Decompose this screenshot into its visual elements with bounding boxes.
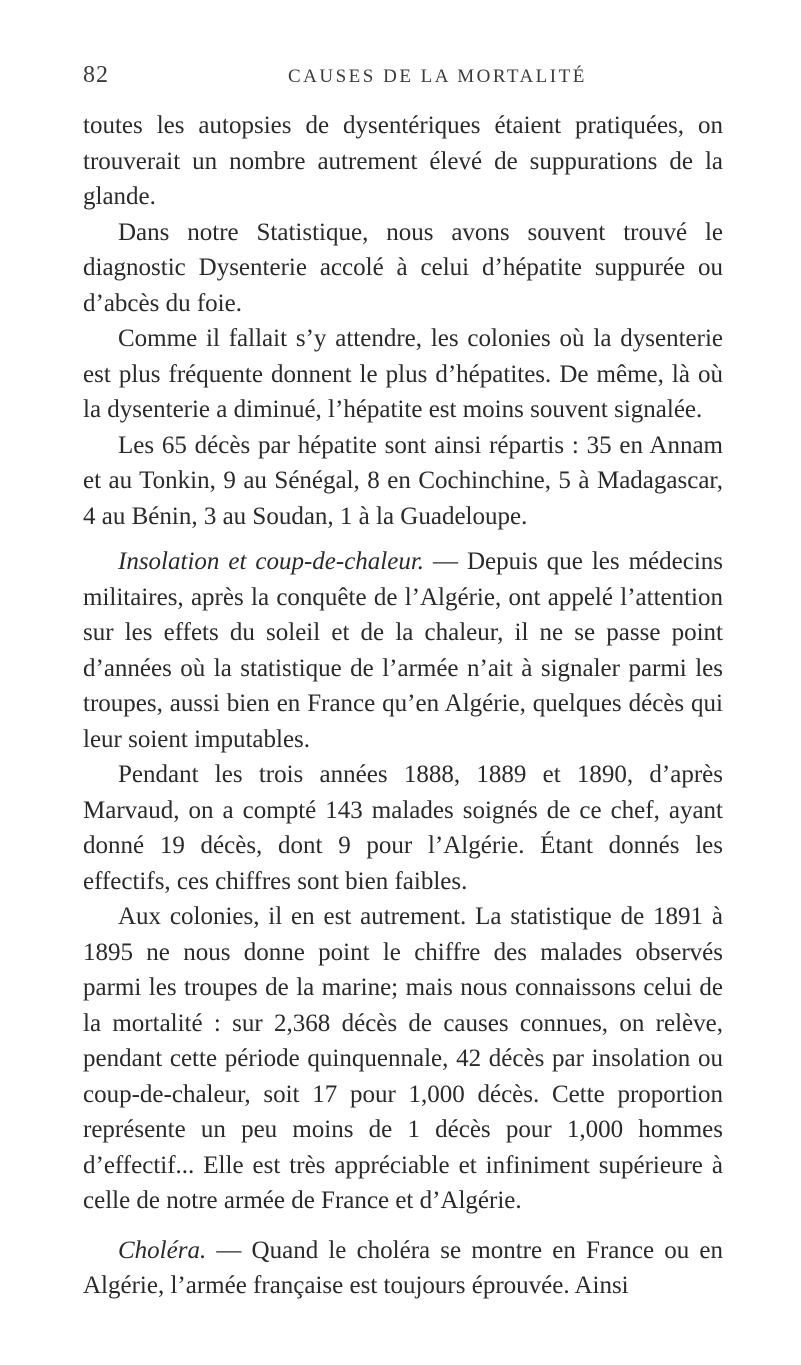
page-body xyxy=(83,108,723,1304)
running-title: CAUSES DE LA MORTALITÉ xyxy=(288,66,587,87)
section-text-insolation: — Depuis que les médecins militaires, après la conquête de l’Algérie, ont appelé l’attention sur les effets du soleil et de la chaleur, il ne se passe point d’années où la statistique de l’armée n’ait à signaler parmi les troupes, aussi bien en France qu’en Algérie, quelques décès qui leur soient imputables. xyxy=(83,548,723,753)
section-insolation xyxy=(83,544,723,757)
paragraph-colonies: Comme il fallait s’y attendre, les colonies où la dysenterie est plus fréquente donnent le plus d’hépatites. De même, là où la dysenterie a diminué, l’hépatite est moins souvent signalée. xyxy=(83,325,723,423)
paragraph-statistique: Dans notre Statistique, nous avons souvent trouvé le diagnostic Dysenterie accolé à celui d’hépatite suppurée ou d’abcès du foie. xyxy=(83,218,723,317)
page-number: 82 xyxy=(83,62,109,88)
paragraph-repartition: Les 65 décès par hépatite sont ainsi répartis : 35 en Annam et au Tonkin, 9 au Sénégal, 8 en Cochinchine, 5 à Madagascar, 4 au Bénin, 3 au Soudan, 1 à la Guadeloupe. xyxy=(83,431,723,530)
section-cholera xyxy=(83,1233,723,1304)
section-heading-cholera: Choléra. xyxy=(118,1236,207,1264)
paragraph-marvaud: Pendant les trois années 1888, 1889 et 1890, d’après Marvaud, on a compté 143 malades soignés de ce chef, ayant donné 19 décès, dont 9 pour l’Algérie. Étant donnés les effectifs, ces chiffres sont bien faibles. xyxy=(83,761,723,895)
paragraph-colonies-mortalite: Aux colonies, il en est autrement. La statistique de 1891 à 1895 ne nous donne point le chiffre des malades observés parmi les troupes de la marine; mais nous connaissons celui de la mortalité : sur 2,368 décès de causes connues, on relève, pendant cette période quinquennale, 42 décès par insolation ou coup-de-chaleur, soit 17 pour 1,000 décès. Cette proportion représente un peu moins de 1 décès pour 1,000 hommes d’effectif... Elle est très appréciable et infiniment supérieure à celle de notre armée de France et d’Algérie. xyxy=(83,903,723,1214)
paragraph-continuation: toutes les autopsies de dysentériques étaient pratiquées, on trouverait un nombre autrement élevé de suppurations de la glande. xyxy=(83,112,723,210)
section-text-cholera: — Quand le choléra se montre en France ou en Algérie, l’armée française est toujours éprouvée. Ainsi xyxy=(83,1236,723,1299)
page-header xyxy=(83,62,723,92)
section-heading-insolation: Insolation et coup-de-chaleur. xyxy=(118,548,425,575)
